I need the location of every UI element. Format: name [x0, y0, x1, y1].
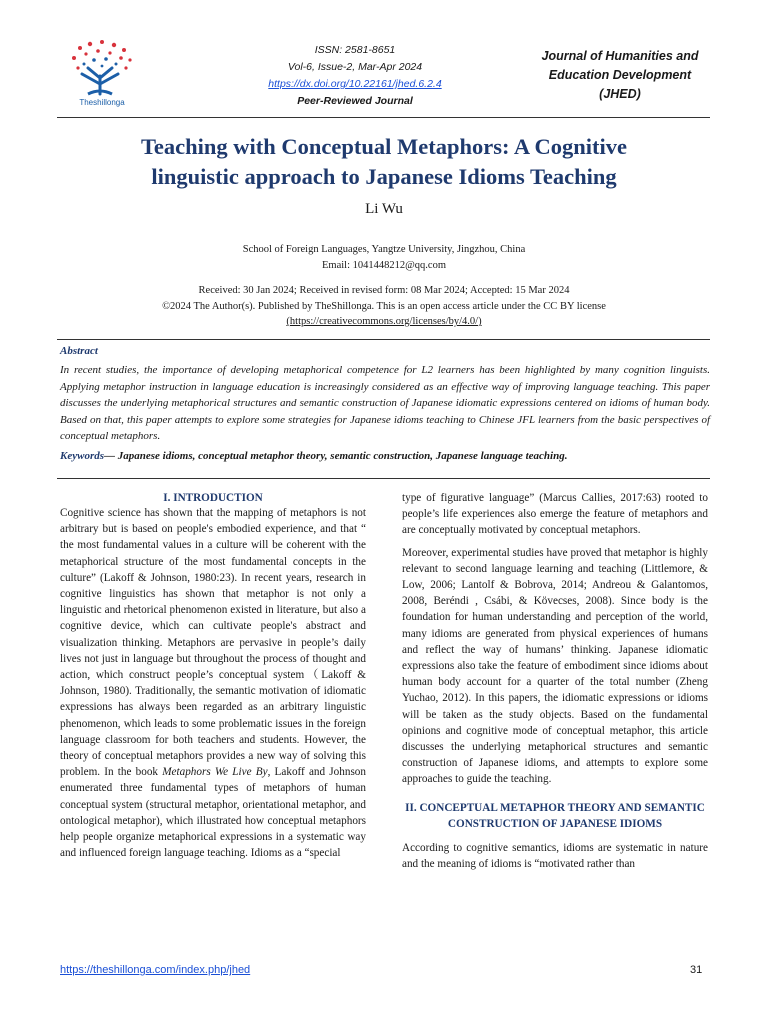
paragraph: According to cognitive semantics, idioms are systematic in nature and the meaning of idioms is “motivated rather than: [402, 841, 708, 870]
dates: Received: 30 Jan 2024; Received in revised form: 08 Mar 2024; Accepted: 15 Mar 2024: [198, 285, 570, 296]
section-heading-introduction: I. INTRODUCTION: [163, 492, 263, 504]
publication-info: [60, 283, 708, 330]
license-link[interactable]: (https://creativecommons.org/licenses/by/4.0/): [286, 316, 482, 327]
copyright: ©2024 The Author(s). Published by TheShillonga. This is an open access article under the CC BY license: [162, 300, 606, 312]
article-title: [60, 132, 708, 192]
left-column: [60, 505, 366, 867]
journal-meta: [240, 42, 470, 110]
journal-name-line3: (JHED): [599, 87, 641, 101]
keywords: [60, 448, 710, 464]
issn: ISSN: 2581-8651: [314, 44, 396, 56]
logo-text: Theshillonga: [79, 98, 125, 107]
right-column: [402, 490, 708, 878]
journal-name-line1: Journal of Humanities and: [541, 49, 699, 63]
paragraph: [60, 505, 366, 861]
header-divider: [57, 117, 710, 118]
title-line1: Teaching with Conceptual Metaphors: A Cognitive: [140, 134, 628, 159]
footer-link[interactable]: https://theshillonga.com/index.php/jhed: [60, 964, 251, 976]
paragraph: type of figurative language” (Marcus Callies, 2017:63) rooted to people’s life experiences also emerge the feature of metaphors and are conceptually motivated by conceptual metaphors.: [402, 492, 708, 537]
doi-link[interactable]: https://dx.doi.org/10.22161/jhed.6.2.4: [268, 78, 442, 90]
paragraph: Moreover, experimental studies have proved that metaphor is highly relevant to second language learning and teaching (Littlemore, & Low, 2006; Lantolf & Bobrova, 2014; Andreou & Galantomos, 2008, Beréndi , Csábi, & Kövecses, 2008). Since body is the foundation for human understanding and perception of the world, many idioms are generated from physical experiences of humans and reflect the way of humans’ thinking. Japanese idiomatic expressions also take the feature of embodiment since idioms about human body account for a quarter of the total number (Zheng Yuchao, 2012). In this papers, the idiomatic expressions or idioms will be taken as the study objects. Based on the fundamental opinions and cognitive mode of conceptual metaphor, this article discusses the underlying metaphorical structures and semantic construction of Japanese idioms, and attempts to explore some approaches to guide the teaching.: [402, 546, 708, 786]
journal-name: [520, 47, 720, 104]
abstract-text: In recent studies, the importance of developing metaphorical competence for L2 learners has been highlighted by many cognition linguists. Applying metaphor instruction in language education is increasingly considered as an effective way of improving language teaching. This paper discusses the underlying metaphorical structures and semantic construction of Japanese idiomatic expressions centered on idioms of human body. Based on that, this paper attempts to explore some strategies for Japanese idioms teaching to Chinese JFL learners from the basic perspectives of conceptual metaphors.: [60, 364, 710, 442]
keywords-label: Keywords: [60, 450, 104, 462]
book-title: Metaphors We Live By: [162, 766, 268, 779]
page-number: 31: [690, 964, 703, 976]
peer-reviewed-label: Peer-Reviewed Journal: [297, 95, 413, 107]
paragraph-text: Cognitive science has shown that the mapping of metaphors is not arbitrary but is based on people's embodied experience, and that “ the most fundamental values in a culture will be coherent with the metaphorical structure of the most fundamental concepts in the culture” (Lakoff & Johnson, 1980:23). In recent years, research in cognitive linguistics has shown that metaphor is not only a linguistic and rhetorical phenomenon existed in literature, but also a cognitive device, which can cultivate people's abstract and visualization thinking. Metaphors are pervasive in people’s daily lives not just in language but throughout the process of thought and action, which construct people’s conceptual system（Lakoff & Johnson, 1980). Traditionally, the semantic motivation of idiomatic expressions has always been regarded as an arbitrary linguistic phenomenon, which leads to some problematic issues in the foreign language classroom for both teachers and students. However, the theory of conceptual metaphors provides a new way of solving this problem. In the book: [60, 507, 366, 779]
abstract-heading: Abstract: [60, 345, 98, 357]
abstract-bottom-divider: [57, 478, 710, 479]
email: Email: 1041448212@qq.com: [322, 259, 446, 271]
journal-logo: [58, 38, 148, 108]
author: Li Wu: [365, 201, 403, 217]
affiliation: School of Foreign Languages, Yangtze University, Jingzhou, China: [242, 244, 526, 255]
section-heading-conceptual-metaphor: II. CONCEPTUAL METAPHOR THEORY AND SEMANTIC CONSTRUCTION OF JAPANESE IDIOMS: [405, 801, 705, 830]
tree-logo-icon: [58, 38, 148, 108]
journal-name-line2: Education Development: [548, 68, 692, 82]
paragraph-text: , Lakoff and Johnson enumerated three fundamental types of metaphors of human conceptual system (structural metaphor, orientational metaphor, and ontological metaphor), which illustrated how conceptual metaphors help people organize metaphorical expressions in a systematic way and influenced foreign language teaching. Idioms as a “special: [60, 766, 366, 860]
title-line2: linguistic approach to Japanese Idioms Teaching: [151, 164, 617, 189]
abstract-top-divider: [57, 339, 710, 340]
keywords-text: — Japanese idioms, conceptual metaphor theory, semantic construction, Japanese language teaching.: [104, 450, 568, 462]
volume: Vol-6, Issue-2, Mar-Apr 2024: [287, 61, 423, 73]
affiliation-block: [60, 242, 708, 273]
